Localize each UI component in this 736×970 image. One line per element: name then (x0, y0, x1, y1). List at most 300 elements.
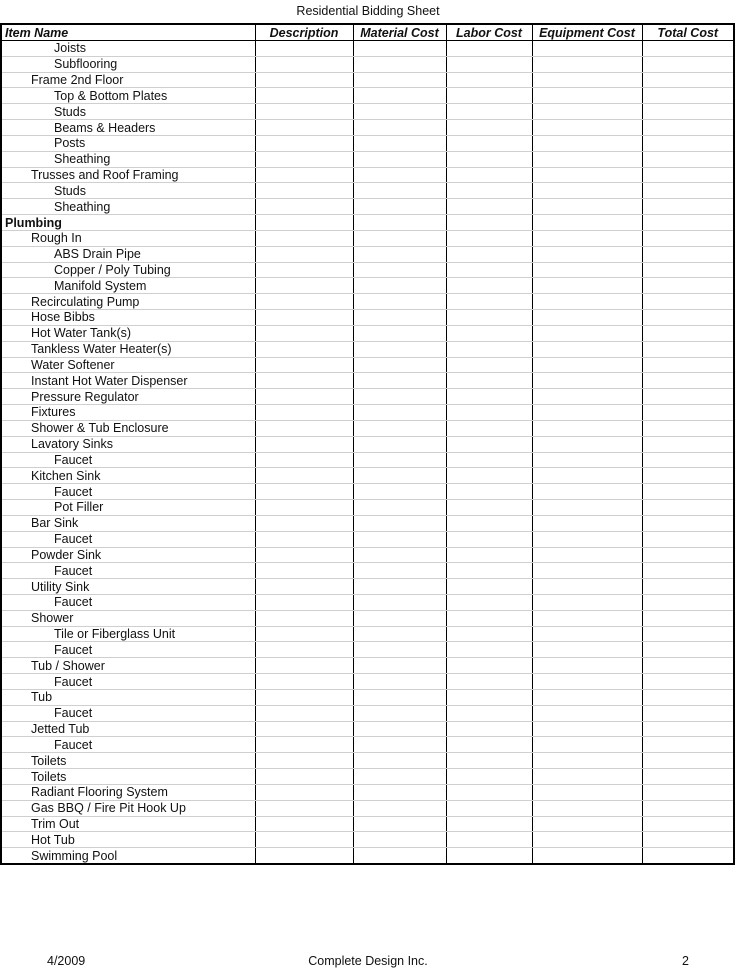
table-body (1, 41, 734, 865)
labor-cost-cell[interactable] (446, 167, 532, 183)
description-cell[interactable] (255, 199, 353, 215)
equipment-cost-cell[interactable] (532, 167, 642, 183)
description-cell[interactable] (255, 737, 353, 753)
total-cost-cell[interactable] (642, 769, 734, 785)
description-cell[interactable] (255, 230, 353, 246)
equipment-cost-cell[interactable] (532, 737, 642, 753)
material-cost-cell[interactable] (353, 262, 446, 278)
equipment-cost-cell[interactable] (532, 769, 642, 785)
labor-cost-cell[interactable] (446, 341, 532, 357)
description-cell[interactable] (255, 56, 353, 72)
equipment-cost-cell[interactable] (532, 848, 642, 864)
labor-cost-cell[interactable] (446, 104, 532, 120)
equipment-cost-cell[interactable] (532, 389, 642, 405)
material-cost-cell[interactable] (353, 800, 446, 816)
material-cost-cell[interactable] (353, 816, 446, 832)
table-row (1, 199, 734, 215)
equipment-cost-cell[interactable] (532, 626, 642, 642)
labor-cost-cell[interactable] (446, 579, 532, 595)
footer-company: Complete Design Inc. (308, 954, 428, 968)
labor-cost-cell[interactable] (446, 135, 532, 151)
description-cell[interactable] (255, 579, 353, 595)
total-cost-cell[interactable] (642, 626, 734, 642)
material-cost-cell[interactable] (353, 199, 446, 215)
labor-cost-cell[interactable] (446, 183, 532, 199)
description-cell[interactable] (255, 594, 353, 610)
footer-page-number: 2 (682, 954, 689, 968)
table-row (1, 484, 734, 500)
description-cell[interactable] (255, 468, 353, 484)
item-name-cell: Sheathing (1, 151, 255, 167)
item-name-cell: Water Softener (1, 357, 255, 373)
total-cost-cell[interactable] (642, 563, 734, 579)
table-row (1, 104, 734, 120)
labor-cost-cell[interactable] (446, 436, 532, 452)
description-cell[interactable] (255, 215, 353, 231)
equipment-cost-cell[interactable] (532, 325, 642, 341)
equipment-cost-cell[interactable] (532, 215, 642, 231)
labor-cost-cell[interactable] (446, 500, 532, 516)
equipment-cost-cell[interactable] (532, 310, 642, 326)
material-cost-cell[interactable] (353, 689, 446, 705)
equipment-cost-cell[interactable] (532, 262, 642, 278)
labor-cost-cell[interactable] (446, 848, 532, 864)
equipment-cost-cell[interactable] (532, 816, 642, 832)
total-cost-cell[interactable] (642, 721, 734, 737)
equipment-cost-cell[interactable] (532, 563, 642, 579)
equipment-cost-cell[interactable] (532, 341, 642, 357)
item-name-cell: ABS Drain Pipe (1, 246, 255, 262)
equipment-cost-cell[interactable] (532, 452, 642, 468)
material-cost-cell[interactable] (353, 294, 446, 310)
material-cost-cell[interactable] (353, 88, 446, 104)
total-cost-cell[interactable] (642, 199, 734, 215)
table-row (1, 56, 734, 72)
labor-cost-cell[interactable] (446, 721, 532, 737)
description-cell[interactable] (255, 373, 353, 389)
description-cell[interactable] (255, 151, 353, 167)
material-cost-cell[interactable] (353, 325, 446, 341)
description-cell[interactable] (255, 389, 353, 405)
item-name-cell: Faucet (1, 452, 255, 468)
material-cost-cell[interactable] (353, 626, 446, 642)
labor-cost-cell[interactable] (446, 56, 532, 72)
material-cost-cell[interactable] (353, 104, 446, 120)
equipment-cost-cell[interactable] (532, 230, 642, 246)
total-cost-cell[interactable] (642, 800, 734, 816)
equipment-cost-cell[interactable] (532, 56, 642, 72)
description-cell[interactable] (255, 135, 353, 151)
labor-cost-cell[interactable] (446, 88, 532, 104)
labor-cost-cell[interactable] (446, 610, 532, 626)
description-cell[interactable] (255, 515, 353, 531)
item-name-cell: Instant Hot Water Dispenser (1, 373, 255, 389)
total-cost-cell[interactable] (642, 41, 734, 57)
material-cost-cell[interactable] (353, 246, 446, 262)
labor-cost-cell[interactable] (446, 246, 532, 262)
equipment-cost-cell[interactable] (532, 135, 642, 151)
description-cell[interactable] (255, 262, 353, 278)
equipment-cost-cell[interactable] (532, 674, 642, 690)
labor-cost-cell[interactable] (446, 515, 532, 531)
description-cell[interactable] (255, 816, 353, 832)
bidding-table (0, 23, 735, 865)
equipment-cost-cell[interactable] (532, 531, 642, 547)
equipment-cost-cell[interactable] (532, 357, 642, 373)
material-cost-cell[interactable] (353, 310, 446, 326)
labor-cost-cell[interactable] (446, 769, 532, 785)
description-cell[interactable] (255, 500, 353, 516)
description-cell[interactable] (255, 642, 353, 658)
description-cell[interactable] (255, 658, 353, 674)
labor-cost-cell[interactable] (446, 278, 532, 294)
equipment-cost-cell[interactable] (532, 88, 642, 104)
equipment-cost-cell[interactable] (532, 784, 642, 800)
material-cost-cell[interactable] (353, 41, 446, 57)
labor-cost-cell[interactable] (446, 816, 532, 832)
labor-cost-cell[interactable] (446, 784, 532, 800)
total-cost-cell[interactable] (642, 832, 734, 848)
labor-cost-cell[interactable] (446, 594, 532, 610)
table-row (1, 500, 734, 516)
labor-cost-cell[interactable] (446, 626, 532, 642)
description-cell[interactable] (255, 341, 353, 357)
material-cost-cell[interactable] (353, 531, 446, 547)
description-cell[interactable] (255, 436, 353, 452)
equipment-cost-cell[interactable] (532, 120, 642, 136)
labor-cost-cell[interactable] (446, 373, 532, 389)
description-cell[interactable] (255, 88, 353, 104)
equipment-cost-cell[interactable] (532, 373, 642, 389)
equipment-cost-cell[interactable] (532, 642, 642, 658)
labor-cost-cell[interactable] (446, 230, 532, 246)
total-cost-cell[interactable] (642, 547, 734, 563)
total-cost-cell[interactable] (642, 642, 734, 658)
material-cost-cell[interactable] (353, 135, 446, 151)
equipment-cost-cell[interactable] (532, 151, 642, 167)
total-cost-cell[interactable] (642, 72, 734, 88)
labor-cost-cell[interactable] (446, 563, 532, 579)
total-cost-cell[interactable] (642, 262, 734, 278)
total-cost-cell[interactable] (642, 135, 734, 151)
total-cost-cell[interactable] (642, 56, 734, 72)
labor-cost-cell[interactable] (446, 41, 532, 57)
total-cost-cell[interactable] (642, 515, 734, 531)
description-cell[interactable] (255, 357, 353, 373)
total-cost-cell[interactable] (642, 420, 734, 436)
labor-cost-cell[interactable] (446, 199, 532, 215)
equipment-cost-cell[interactable] (532, 436, 642, 452)
table-row (1, 151, 734, 167)
description-cell[interactable] (255, 800, 353, 816)
equipment-cost-cell[interactable] (532, 468, 642, 484)
table-row (1, 705, 734, 721)
material-cost-cell[interactable] (353, 658, 446, 674)
material-cost-cell[interactable] (353, 610, 446, 626)
total-cost-cell[interactable] (642, 689, 734, 705)
total-cost-cell[interactable] (642, 151, 734, 167)
total-cost-cell[interactable] (642, 658, 734, 674)
material-cost-cell[interactable] (353, 547, 446, 563)
equipment-cost-cell[interactable] (532, 832, 642, 848)
labor-cost-cell[interactable] (446, 325, 532, 341)
equipment-cost-cell[interactable] (532, 104, 642, 120)
material-cost-cell[interactable] (353, 705, 446, 721)
description-cell[interactable] (255, 531, 353, 547)
table-row (1, 753, 734, 769)
table-row (1, 784, 734, 800)
material-cost-cell[interactable] (353, 230, 446, 246)
material-cost-cell[interactable] (353, 56, 446, 72)
description-cell[interactable] (255, 721, 353, 737)
description-cell[interactable] (255, 563, 353, 579)
total-cost-cell[interactable] (642, 373, 734, 389)
material-cost-cell[interactable] (353, 515, 446, 531)
total-cost-cell[interactable] (642, 484, 734, 500)
labor-cost-cell[interactable] (446, 658, 532, 674)
header-total-cost: Total Cost (642, 24, 734, 41)
labor-cost-cell[interactable] (446, 357, 532, 373)
total-cost-cell[interactable] (642, 784, 734, 800)
labor-cost-cell[interactable] (446, 294, 532, 310)
total-cost-cell[interactable] (642, 120, 734, 136)
table-row (1, 88, 734, 104)
item-name-cell: Faucet (1, 531, 255, 547)
material-cost-cell[interactable] (353, 579, 446, 595)
material-cost-cell[interactable] (353, 120, 446, 136)
equipment-cost-cell[interactable] (532, 246, 642, 262)
material-cost-cell[interactable] (353, 215, 446, 231)
material-cost-cell[interactable] (353, 278, 446, 294)
total-cost-cell[interactable] (642, 816, 734, 832)
description-cell[interactable] (255, 769, 353, 785)
labor-cost-cell[interactable] (446, 72, 532, 88)
equipment-cost-cell[interactable] (532, 72, 642, 88)
labor-cost-cell[interactable] (446, 151, 532, 167)
labor-cost-cell[interactable] (446, 468, 532, 484)
equipment-cost-cell[interactable] (532, 294, 642, 310)
table-row (1, 800, 734, 816)
labor-cost-cell[interactable] (446, 705, 532, 721)
description-cell[interactable] (255, 848, 353, 864)
description-cell[interactable] (255, 832, 353, 848)
material-cost-cell[interactable] (353, 167, 446, 183)
description-cell[interactable] (255, 484, 353, 500)
description-cell[interactable] (255, 72, 353, 88)
equipment-cost-cell[interactable] (532, 594, 642, 610)
material-cost-cell[interactable] (353, 500, 446, 516)
material-cost-cell[interactable] (353, 405, 446, 421)
equipment-cost-cell[interactable] (532, 705, 642, 721)
material-cost-cell[interactable] (353, 594, 446, 610)
description-cell[interactable] (255, 784, 353, 800)
equipment-cost-cell[interactable] (532, 547, 642, 563)
material-cost-cell[interactable] (353, 753, 446, 769)
total-cost-cell[interactable] (642, 310, 734, 326)
labor-cost-cell[interactable] (446, 452, 532, 468)
description-cell[interactable] (255, 452, 353, 468)
material-cost-cell[interactable] (353, 832, 446, 848)
material-cost-cell[interactable] (353, 484, 446, 500)
table-row (1, 658, 734, 674)
material-cost-cell[interactable] (353, 341, 446, 357)
material-cost-cell[interactable] (353, 642, 446, 658)
material-cost-cell[interactable] (353, 452, 446, 468)
material-cost-cell[interactable] (353, 737, 446, 753)
equipment-cost-cell[interactable] (532, 278, 642, 294)
equipment-cost-cell[interactable] (532, 721, 642, 737)
description-cell[interactable] (255, 278, 353, 294)
description-cell[interactable] (255, 41, 353, 57)
equipment-cost-cell[interactable] (532, 484, 642, 500)
total-cost-cell[interactable] (642, 674, 734, 690)
total-cost-cell[interactable] (642, 278, 734, 294)
total-cost-cell[interactable] (642, 294, 734, 310)
total-cost-cell[interactable] (642, 705, 734, 721)
material-cost-cell[interactable] (353, 848, 446, 864)
total-cost-cell[interactable] (642, 594, 734, 610)
description-cell[interactable] (255, 167, 353, 183)
description-cell[interactable] (255, 626, 353, 642)
total-cost-cell[interactable] (642, 230, 734, 246)
material-cost-cell[interactable] (353, 563, 446, 579)
total-cost-cell[interactable] (642, 753, 734, 769)
table-row (1, 816, 734, 832)
item-name-cell: Faucet (1, 484, 255, 500)
table-row (1, 72, 734, 88)
total-cost-cell[interactable] (642, 341, 734, 357)
equipment-cost-cell[interactable] (532, 500, 642, 516)
item-name-cell: Radiant Flooring System (1, 784, 255, 800)
equipment-cost-cell[interactable] (532, 579, 642, 595)
material-cost-cell[interactable] (353, 468, 446, 484)
total-cost-cell[interactable] (642, 500, 734, 516)
equipment-cost-cell[interactable] (532, 183, 642, 199)
labor-cost-cell[interactable] (446, 420, 532, 436)
labor-cost-cell[interactable] (446, 689, 532, 705)
material-cost-cell[interactable] (353, 721, 446, 737)
total-cost-cell[interactable] (642, 246, 734, 262)
labor-cost-cell[interactable] (446, 262, 532, 278)
description-cell[interactable] (255, 294, 353, 310)
description-cell[interactable] (255, 753, 353, 769)
table-row (1, 674, 734, 690)
item-name-cell: Hot Water Tank(s) (1, 325, 255, 341)
total-cost-cell[interactable] (642, 452, 734, 468)
description-cell[interactable] (255, 674, 353, 690)
item-name-cell: Studs (1, 104, 255, 120)
equipment-cost-cell[interactable] (532, 689, 642, 705)
table-row (1, 246, 734, 262)
labor-cost-cell[interactable] (446, 547, 532, 563)
total-cost-cell[interactable] (642, 215, 734, 231)
labor-cost-cell[interactable] (446, 405, 532, 421)
total-cost-cell[interactable] (642, 436, 734, 452)
total-cost-cell[interactable] (642, 357, 734, 373)
total-cost-cell[interactable] (642, 737, 734, 753)
material-cost-cell[interactable] (353, 72, 446, 88)
description-cell[interactable] (255, 183, 353, 199)
material-cost-cell[interactable] (353, 436, 446, 452)
total-cost-cell[interactable] (642, 183, 734, 199)
labor-cost-cell[interactable] (446, 484, 532, 500)
total-cost-cell[interactable] (642, 468, 734, 484)
material-cost-cell[interactable] (353, 784, 446, 800)
description-cell[interactable] (255, 405, 353, 421)
item-name-cell: Faucet (1, 642, 255, 658)
material-cost-cell[interactable] (353, 183, 446, 199)
labor-cost-cell[interactable] (446, 215, 532, 231)
equipment-cost-cell[interactable] (532, 41, 642, 57)
equipment-cost-cell[interactable] (532, 515, 642, 531)
equipment-cost-cell[interactable] (532, 420, 642, 436)
equipment-cost-cell[interactable] (532, 199, 642, 215)
item-name-cell: Trim Out (1, 816, 255, 832)
equipment-cost-cell[interactable] (532, 610, 642, 626)
total-cost-cell[interactable] (642, 104, 734, 120)
labor-cost-cell[interactable] (446, 737, 532, 753)
material-cost-cell[interactable] (353, 151, 446, 167)
total-cost-cell[interactable] (642, 325, 734, 341)
total-cost-cell[interactable] (642, 848, 734, 864)
labor-cost-cell[interactable] (446, 642, 532, 658)
total-cost-cell[interactable] (642, 531, 734, 547)
material-cost-cell[interactable] (353, 389, 446, 405)
description-cell[interactable] (255, 310, 353, 326)
total-cost-cell[interactable] (642, 389, 734, 405)
labor-cost-cell[interactable] (446, 310, 532, 326)
total-cost-cell[interactable] (642, 167, 734, 183)
description-cell[interactable] (255, 120, 353, 136)
description-cell[interactable] (255, 420, 353, 436)
labor-cost-cell[interactable] (446, 800, 532, 816)
total-cost-cell[interactable] (642, 405, 734, 421)
table-row (1, 389, 734, 405)
table-row (1, 769, 734, 785)
description-cell[interactable] (255, 246, 353, 262)
equipment-cost-cell[interactable] (532, 658, 642, 674)
material-cost-cell[interactable] (353, 674, 446, 690)
material-cost-cell[interactable] (353, 769, 446, 785)
description-cell[interactable] (255, 689, 353, 705)
labor-cost-cell[interactable] (446, 832, 532, 848)
description-cell[interactable] (255, 325, 353, 341)
labor-cost-cell[interactable] (446, 531, 532, 547)
labor-cost-cell[interactable] (446, 753, 532, 769)
equipment-cost-cell[interactable] (532, 800, 642, 816)
equipment-cost-cell[interactable] (532, 753, 642, 769)
total-cost-cell[interactable] (642, 610, 734, 626)
material-cost-cell[interactable] (353, 357, 446, 373)
total-cost-cell[interactable] (642, 88, 734, 104)
material-cost-cell[interactable] (353, 420, 446, 436)
description-cell[interactable] (255, 104, 353, 120)
labor-cost-cell[interactable] (446, 389, 532, 405)
table-row (1, 832, 734, 848)
sheet-title: Residential Bidding Sheet (296, 4, 440, 18)
description-cell[interactable] (255, 610, 353, 626)
total-cost-cell[interactable] (642, 579, 734, 595)
item-name-cell: Swimming Pool (1, 848, 255, 864)
labor-cost-cell[interactable] (446, 120, 532, 136)
labor-cost-cell[interactable] (446, 674, 532, 690)
material-cost-cell[interactable] (353, 373, 446, 389)
table-row (1, 325, 734, 341)
description-cell[interactable] (255, 705, 353, 721)
header-material-cost: Material Cost (353, 24, 446, 41)
description-cell[interactable] (255, 547, 353, 563)
equipment-cost-cell[interactable] (532, 405, 642, 421)
